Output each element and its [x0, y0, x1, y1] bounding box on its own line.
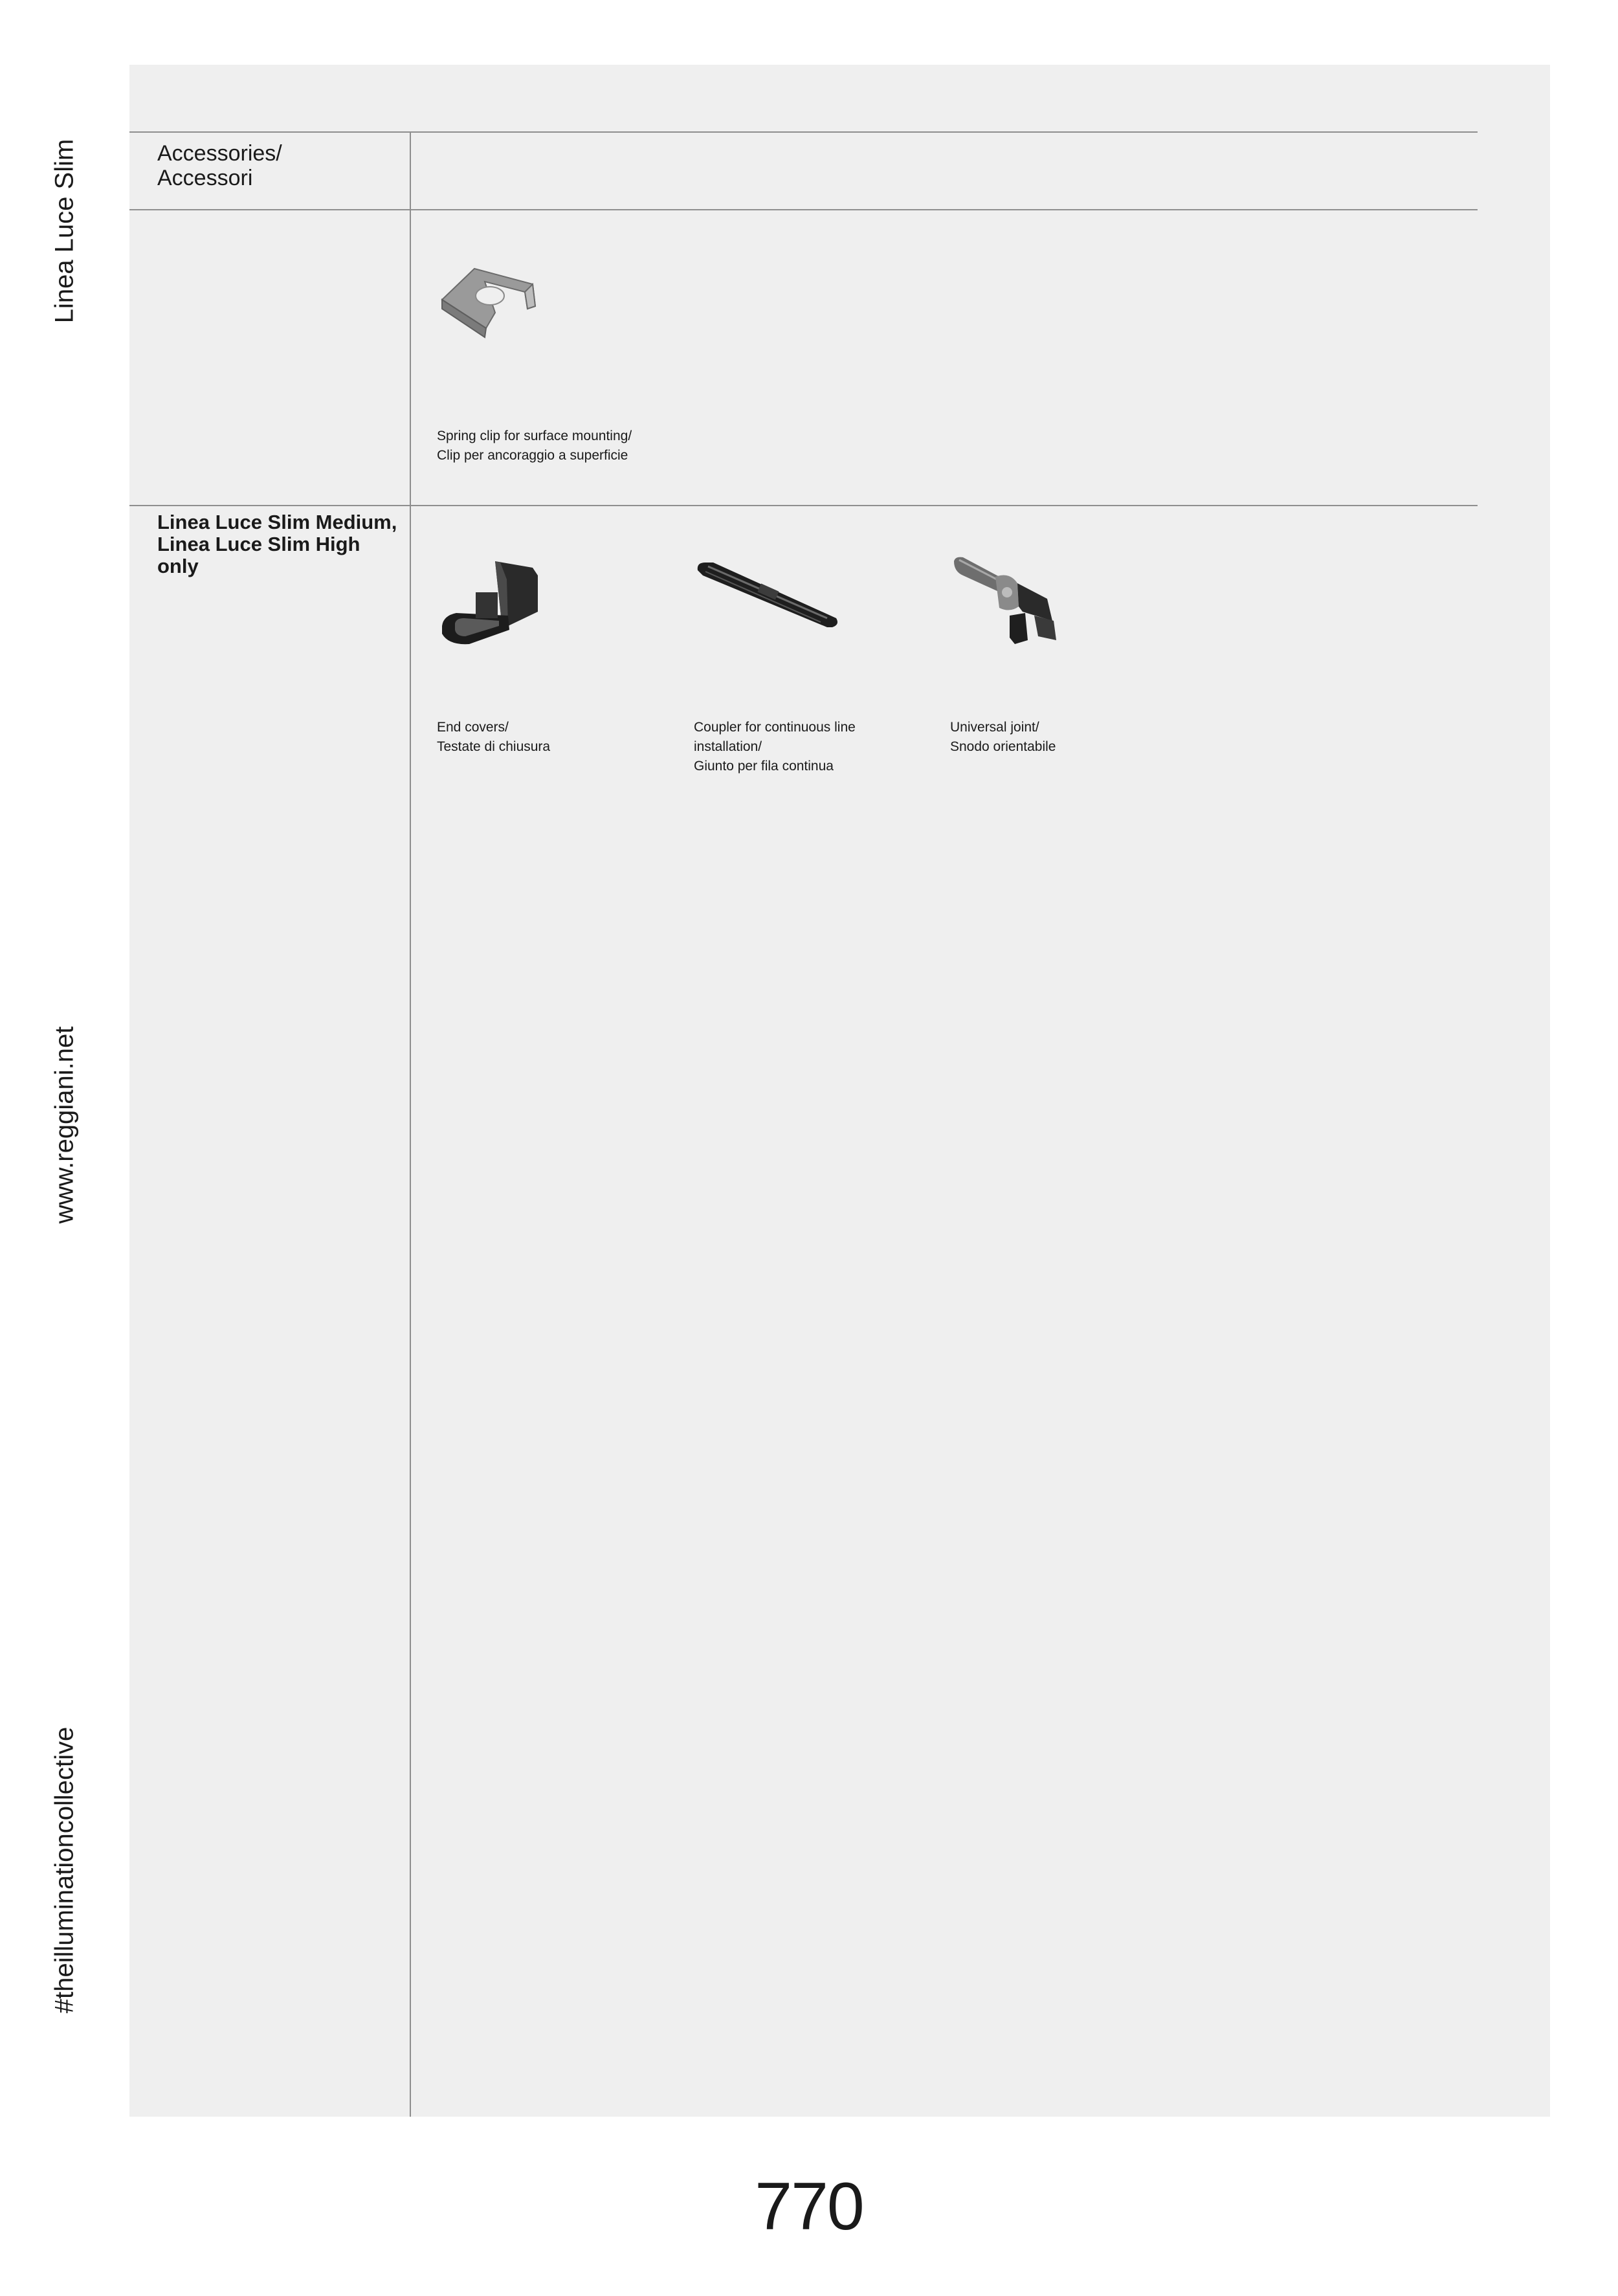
row-label-slim-models: Linea Luce Slim Medium, Linea Luce Slim High only — [157, 511, 397, 577]
side-hashtag: #theilluminationcollective — [50, 1726, 79, 2014]
end-cover-icon — [437, 553, 553, 651]
spring-clip-icon — [437, 262, 553, 359]
row-divider-rule — [129, 505, 1478, 506]
page-number: 770 — [755, 2169, 863, 2244]
side-website-url: www.reggiani.net — [50, 1026, 79, 1224]
universal-joint-icon — [950, 553, 1067, 651]
accessory-item-coupler — [694, 553, 933, 776]
accessory-item-end-covers — [437, 553, 676, 757]
coupler-icon — [694, 553, 843, 651]
side-product-name: Linea Luce Slim — [50, 139, 79, 324]
column-divider-rule — [410, 131, 411, 2117]
header-bottom-rule — [129, 209, 1478, 210]
section-title: Accessories/ Accessori — [157, 141, 282, 190]
accessory-caption: Coupler for continuous line installation/ Giunto per fila continua — [694, 720, 856, 774]
accessory-item-universal-joint — [950, 553, 1190, 757]
accessory-caption: Spring clip for surface mounting/ Clip per ancoraggio a superficie — [437, 429, 632, 463]
table-top-rule — [129, 131, 1478, 133]
accessory-caption: End covers/ Testate di chiusura — [437, 720, 551, 754]
accessory-caption: Universal joint/ Snodo orientabile — [950, 720, 1056, 754]
accessories-table — [129, 65, 1550, 2117]
accessory-item-spring-clip — [437, 262, 676, 465]
